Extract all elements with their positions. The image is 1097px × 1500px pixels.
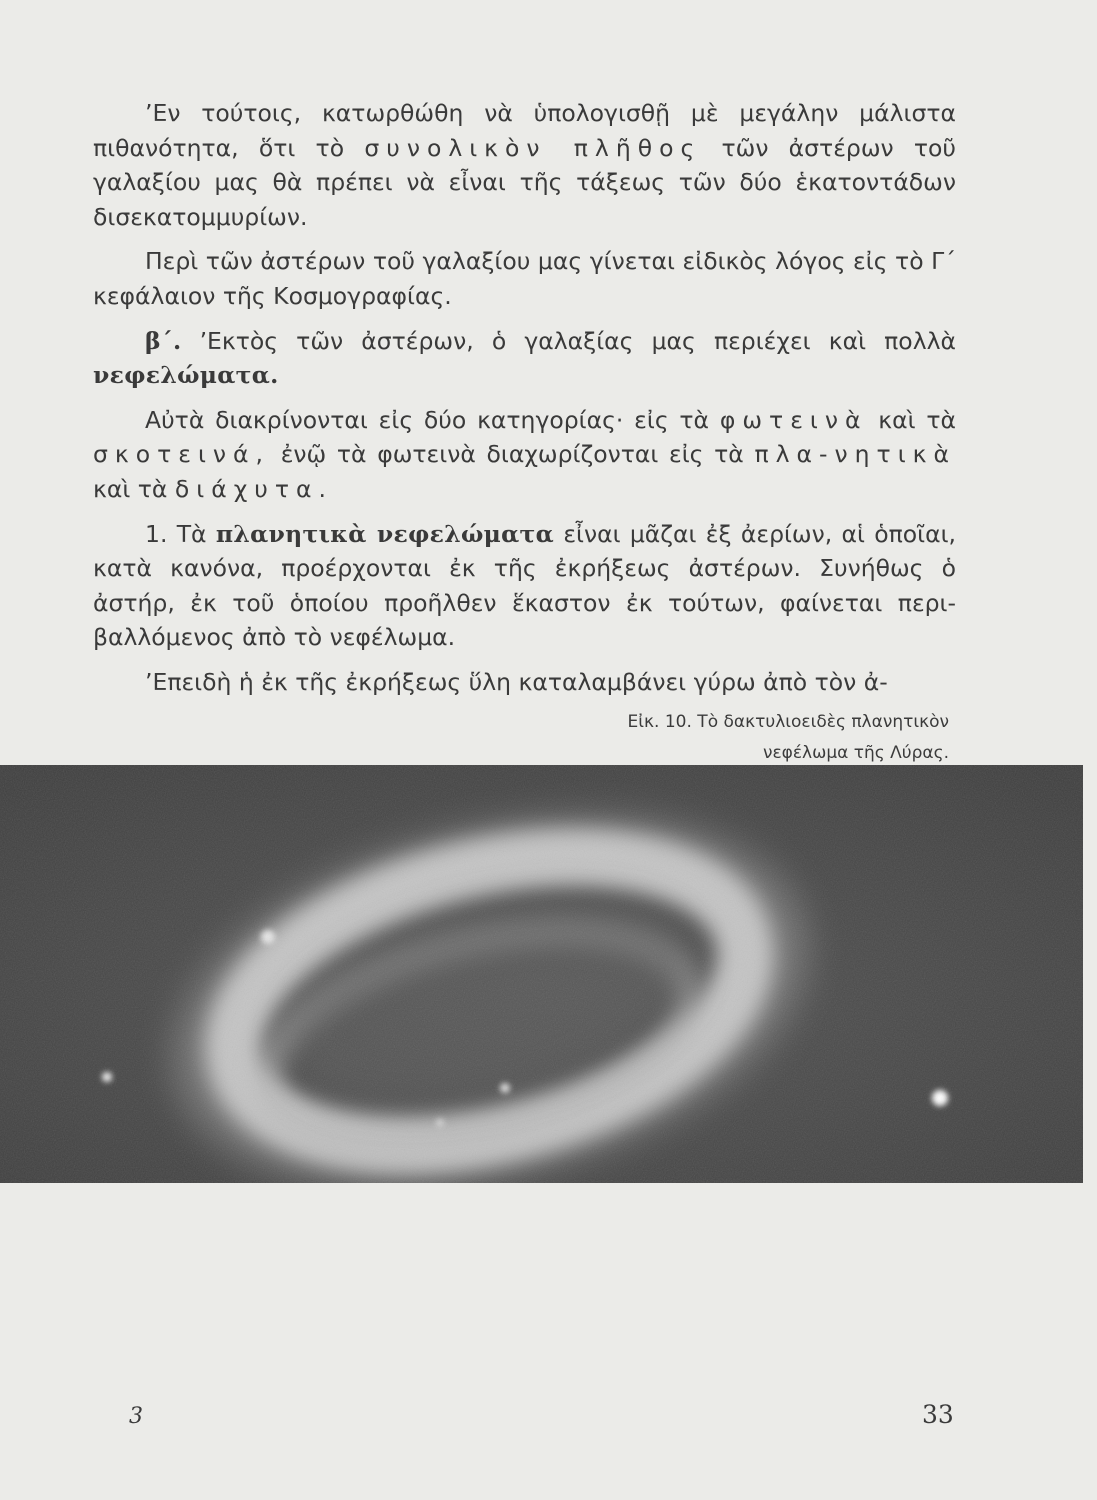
spaced-term: διάχυτα.: [174, 474, 333, 503]
page-number: 33: [922, 1400, 954, 1429]
signature-mark: 3: [129, 1404, 143, 1429]
bold-term: πλανητικὰ νεφελώματα: [215, 519, 555, 548]
spaced-term: σκοτεινά,: [93, 440, 271, 469]
paragraph-4: Αὐτὰ διακρίνονται εἰς δύο κατηγορίας· εἰς τὰ φωτεινὰ καὶ τὰ σκοτεινά, ἐνῷ τὰ φωτεινὰ διαχωρίζονται εἰς τὰ πλα-νητικὰ καὶ τὰ διάχυτα.: [93, 405, 956, 503]
paragraph-1: ’Εν τούτοις, κατωρθώθη νὰ ὑπολογισθῇ μὲ μεγάλην μάλιστα πιθανότητα, ὅτι τὸ συνολικὸν πλῆθος τῶν ἀστέρων τοῦ γαλαξίου μας θὰ πρέπει νὰ εἶναι τῆς τάξεως τῶν δύο ἑκατοντάδων δισεκατομμυρίων.: [93, 99, 956, 231]
paragraph-2: Περὶ τῶν ἀστέρων τοῦ γαλαξίου μας γίνεται εἰδικὸς λόγος εἰς τὸ Γ΄ κεφάλαιον τῆς Κοσμογραφίας.: [93, 247, 956, 310]
spaced-term: συνολικὸν πλῆθος: [364, 133, 702, 162]
paragraph-5: 1. Τὰ πλανητικὰ νεφελώματα εἶναι μᾶζαι ἐξ ἀερίων, αἱ ὁποῖαι, κατὰ κανόνα, προέρχονται ἐκ τῆς ἐκρήξεως ἀστέρων. Συνήθως ὁ ἀστήρ, ἐκ τοῦ ὁποίου προῆλθεν ἕκαστον ἐκ τούτων, φαίνεται περι-βαλλόμενος ἀπὸ τὸ νεφέλωμα.: [93, 519, 956, 652]
ring-nebula-image: [0, 765, 1083, 1183]
bold-term: νεφελώματα.: [93, 361, 279, 390]
nebula-photograph: [0, 765, 1083, 1183]
paragraph-3: β΄. ’Εκτὸς τῶν ἀστέρων, ὁ γαλαξίας μας περιέχει καὶ πολλὰ νεφελώματα.: [93, 326, 956, 390]
spaced-term: πλα-νητικὰ: [754, 440, 956, 469]
spaced-term: φωτεινὰ: [719, 405, 868, 434]
section-label: β΄.: [145, 326, 182, 355]
body-text: [93, 96, 956, 700]
caption-line-1: Εἰκ. 10. Τὸ δακτυλιοειδὲς πλανητικὸν: [627, 712, 949, 732]
caption-line-2: νεφέλωμα τῆς Λύρας.: [762, 743, 949, 763]
paragraph-6: ’Επειδὴ ἡ ἐκ τῆς ἐκρήξεως ὕλη καταλαμβάνει γύρω ἀπὸ τὸν ἀ-: [145, 667, 888, 696]
figure-caption: [628, 707, 949, 769]
